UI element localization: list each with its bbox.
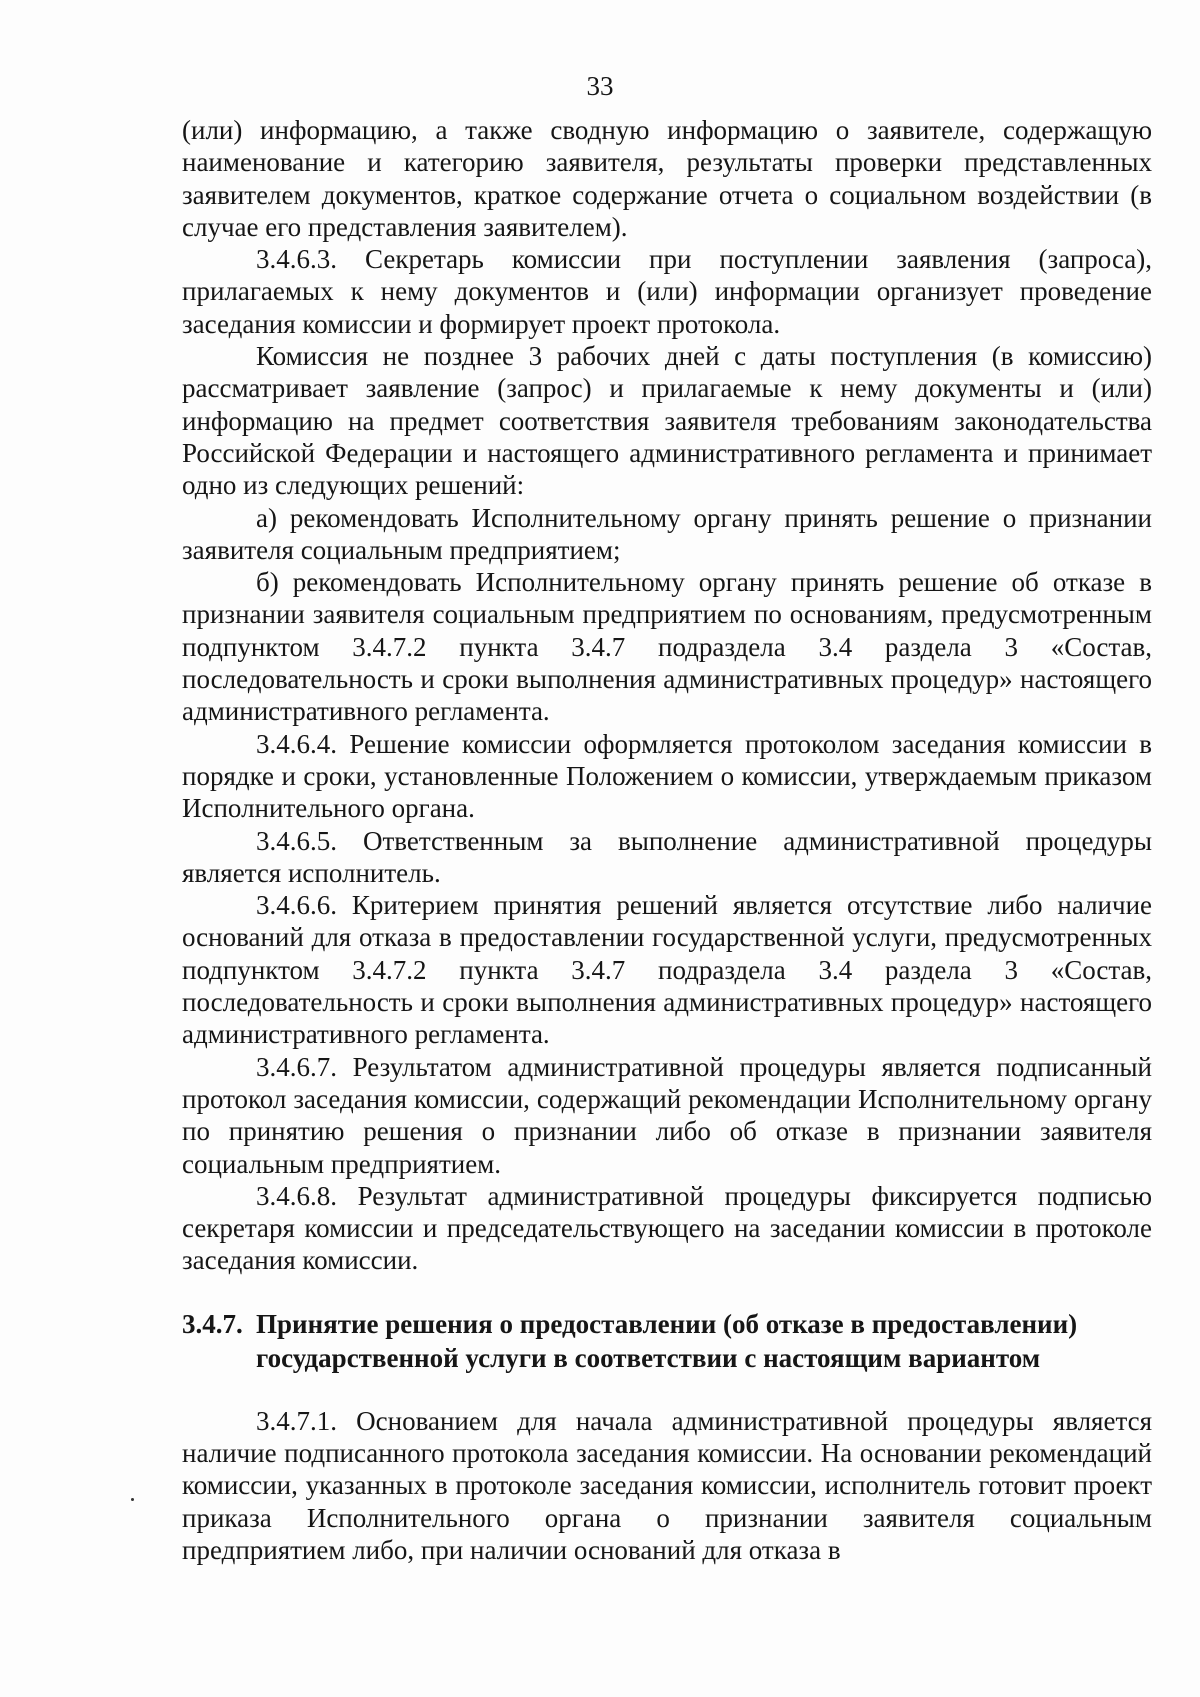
section-heading (182, 1307, 1152, 1375)
paragraph: б) рекомендовать Исполнительному органу принять решение об отказе в признании заявителя социальным предприятием по основаниям, предусмотренным подпунктом 3.4.7.2 пункта 3.4.7 подраздела 3.4 раздела 3 «Состав, последовательность и сроки выполнения административных процедур» настоящего административного регламента. (182, 567, 1152, 727)
section-title-line-1: Принятие решения о предоставлении (об отказе в предоставлении) (256, 1308, 1078, 1339)
section-number: 3.4.7. (182, 1308, 243, 1339)
paragraph: (или) информацию, а также сводную информацию о заявителе, содержащую наименование и категорию заявителя, результаты проверки представленных заявителем документов, краткое содержание отчета о социальном воздействии (в случае его представления заявителем). (182, 115, 1152, 242)
paragraph: 3.4.6.6. Критерием принятия решений является отсутствие либо наличие оснований для отказа в предоставлении государственной услуги, предусмотренных подпунктом 3.4.7.2 пункта 3.4.7 подраздела 3.4 раздела 3 «Состав, последовательность и сроки выполнения административных процедур» настоящего административного регламента. (182, 890, 1152, 1050)
scan-speck (131, 1498, 134, 1501)
paragraph: 3.4.6.3. Секретарь комиссии при поступлении заявления (запроса), прилагаемых к нему документов и (или) информации организует проведение заседания комиссии и формирует проект протокола. (182, 244, 1152, 339)
paragraph: 3.4.6.7. Результатом административной процедуры является подписанный протокол заседания комиссии, содержащий рекомендации Исполнительному органу по принятию решения о признании либо об отказе в признании заявителя социальным предприятием. (182, 1051, 1152, 1179)
paragraph: а) рекомендовать Исполнительному органу принять решение о признании заявителя социальным предприятием; (182, 502, 1152, 565)
paragraph: 3.4.6.4. Решение комиссии оформляется протоколом заседания комиссии в порядке и сроки, установленные Положением о комиссии, утверждаемым приказом Исполнительного органа. (182, 728, 1152, 824)
document-body (182, 114, 1152, 1566)
paragraph: Комиссия не позднее 3 рабочих дней с даты поступления (в комиссию) рассматривает заявление (запрос) и прилагаемые к нему документы и (или) информацию на предмет соответствия заявителя требованиям законодательства Российской Федерации и настоящего административного регламента и принимает одно из следующих решений: (182, 341, 1152, 501)
section-title-line-2: государственной услуги в соответствии с настоящим вариантом (256, 1342, 1041, 1373)
paragraph: 3.4.6.8. Результат административной процедуры фиксируется подписью секретаря комиссии и председательствующего на заседании комиссии в протоколе заседания комиссии. (182, 1180, 1152, 1276)
paragraph: 3.4.6.5. Ответственным за выполнение административной процедуры является исполнитель. (182, 825, 1152, 888)
page-number: 33 (586, 71, 614, 101)
paragraph: 3.4.7.1. Основанием для начала административной процедуры является наличие подписанного протокола заседания комиссии. На основании рекомендаций комиссии, указанных в протоколе заседания комиссии, исполнитель готовит проект приказа Исполнительного органа о признании заявителя социальным предприятием либо, при наличии оснований для отказа в (182, 1405, 1152, 1565)
